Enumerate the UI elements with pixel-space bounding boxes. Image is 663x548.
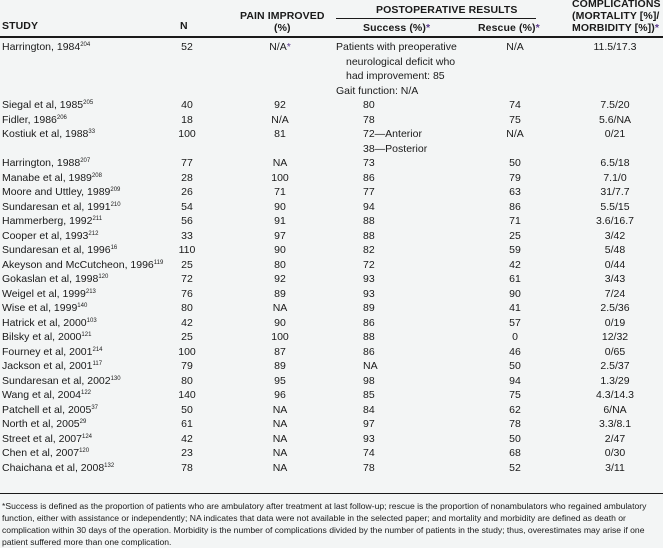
reference-superscript: 210	[110, 201, 121, 208]
header-success-label: Success (%)	[363, 22, 426, 34]
study-cell	[2, 171, 102, 186]
n-cell: 56	[181, 215, 193, 227]
study-name: Bilsky et al, 2000	[2, 331, 82, 343]
study-cell	[2, 359, 102, 374]
pain-value: 89	[274, 287, 286, 300]
header-success	[363, 22, 430, 34]
study-cell	[2, 127, 95, 142]
success-cell: 93	[363, 287, 375, 300]
rescue-cell: 74	[509, 99, 521, 111]
pain-cell	[250, 345, 310, 360]
study-name: Chaichana et al, 2008	[2, 461, 105, 474]
complications-cell: 0/19	[604, 316, 626, 329]
success-cell	[363, 127, 427, 156]
success-cell: 73	[363, 157, 375, 169]
pain-value: 100	[271, 171, 289, 184]
reference-superscript: 211	[92, 216, 103, 222]
pain-value: 90	[274, 244, 286, 256]
pain-value: NA	[272, 447, 288, 459]
pain-cell	[250, 403, 310, 418]
pain-asterisk: *	[286, 41, 291, 53]
success-cell: 82	[363, 244, 375, 256]
n-cell: 52	[181, 41, 193, 53]
pain-cell	[250, 40, 310, 55]
complications-cell: 7.5/20	[600, 99, 630, 111]
success-line: 38—Posterior	[363, 142, 428, 155]
rescue-cell: 57	[509, 316, 521, 329]
rescue-cell: 71	[509, 215, 521, 227]
rescue-cell: 75	[509, 113, 521, 126]
pain-cell	[250, 214, 310, 229]
header-rescue-label: Rescue (%)	[478, 22, 536, 34]
success-cell: 86	[363, 171, 375, 184]
complications-cell: 31/7.7	[600, 186, 630, 198]
study-name: Street et al, 2007	[2, 432, 82, 445]
reference-superscript: 208	[91, 172, 102, 179]
study-name: North et al, 2005	[2, 418, 80, 430]
study-cell	[2, 156, 90, 171]
complications-cell: 5/48	[604, 244, 626, 256]
pain-cell	[250, 287, 310, 302]
study-cell	[2, 113, 67, 128]
pain-cell	[250, 359, 310, 374]
header-comp-line3	[572, 22, 659, 34]
rescue-cell: 0	[512, 331, 518, 343]
header-postop: POSTOPERATIVE RESULTS	[376, 4, 518, 16]
n-cell: 28	[181, 171, 193, 184]
header-n: N	[180, 20, 188, 32]
pain-value: 96	[274, 389, 286, 401]
success-cell: 98	[363, 374, 375, 387]
study-name: Hatrick et al, 2000	[2, 316, 87, 329]
header-comp-line1: COMPLICATIONS	[572, 0, 661, 10]
n-cell: 25	[181, 258, 193, 271]
rescue-cell: 86	[509, 200, 521, 213]
pain-cell	[250, 113, 310, 128]
reference-superscript: 205	[83, 100, 94, 106]
study-cell	[2, 200, 121, 215]
study-name: Akeyson and McCutcheon, 1996	[2, 258, 154, 271]
reference-superscript: 124	[81, 433, 92, 440]
rescue-cell: 50	[509, 360, 521, 372]
pain-cell	[250, 417, 310, 432]
study-name: Jackson et al, 2001	[2, 360, 93, 372]
n-cell: 61	[181, 418, 193, 430]
success-cell: 86	[363, 345, 375, 358]
n-cell: 33	[181, 229, 193, 242]
footnote: *Success is defined as the proportion of patients who are ambulatory after treatment at last follow-up; rescue is the proportion of nonambulators who regained ambulatory function, either with assistance or independently; NA indicates that data were not available in the selected paper; and mortality and morbidity are defined as death or complication within 30 days of the operation. Morbidity is the number of complications divided by the number of patients in the study; thus, overestimates may arise if one patient suffered more than one complication.	[2, 501, 647, 547]
complications-cell: 12/32	[601, 331, 629, 343]
pain-cell	[250, 316, 310, 331]
pain-value: NA	[272, 461, 288, 474]
n-cell: 72	[181, 273, 193, 285]
complications-cell: 1.3/29	[600, 374, 630, 387]
pain-cell	[250, 156, 310, 171]
study-cell	[2, 432, 92, 447]
study-name: Hammerberg, 1992	[2, 215, 93, 227]
complications-cell: 6/NA	[603, 403, 627, 416]
success-cell: NA	[363, 360, 378, 372]
rescue-cell: 90	[509, 287, 521, 300]
reference-superscript: 16	[110, 245, 118, 251]
study-name: Manabe et al, 1989	[2, 171, 92, 184]
header-rescue	[478, 22, 540, 34]
complications-cell: 0/30	[604, 447, 626, 459]
success-cell: 88	[363, 215, 375, 227]
pain-cell	[250, 229, 310, 244]
study-cell	[2, 417, 86, 432]
pain-cell	[250, 388, 310, 403]
complications-cell: 0/65	[604, 345, 626, 358]
study-name: Fourney et al, 2001	[2, 345, 93, 358]
complications-cell: 11.5/17.3	[593, 41, 637, 53]
complications-cell: 0/21	[604, 128, 626, 140]
reference-superscript: 130	[110, 375, 121, 382]
rescue-cell: 59	[509, 244, 521, 256]
reference-superscript: 214	[92, 346, 103, 353]
pain-value: 89	[274, 360, 286, 372]
study-cell	[2, 258, 163, 273]
pain-value: N/A	[269, 41, 287, 53]
pain-value: NA	[272, 418, 288, 430]
n-cell: 77	[181, 157, 193, 169]
pain-value: 90	[274, 200, 286, 213]
reference-superscript: 122	[81, 390, 92, 396]
pain-cell	[250, 272, 310, 287]
rescue-cell: 63	[509, 186, 521, 198]
rescue-cell: 46	[509, 345, 521, 358]
complications-cell: 2.5/36	[600, 302, 630, 314]
study-cell	[2, 388, 91, 403]
reference-superscript: 33	[88, 129, 96, 135]
complications-cell: 3.3/8.1	[598, 418, 632, 430]
study-name: Cooper et al, 1993	[2, 229, 89, 242]
header-comp-line3-label: MORBIDITY [%])	[572, 22, 655, 34]
rescue-cell: N/A	[506, 128, 524, 140]
success-cell: 94	[363, 200, 375, 213]
success-cell: 77	[363, 186, 375, 198]
rescue-cell: 94	[509, 374, 521, 387]
pain-value: 91	[274, 215, 286, 227]
postop-subrule	[336, 18, 536, 19]
study-cell	[2, 272, 108, 287]
study-cell	[2, 214, 102, 229]
rescue-cell: 52	[509, 461, 521, 474]
pain-cell	[250, 98, 310, 113]
pain-cell	[250, 258, 310, 273]
success-cell: 84	[363, 403, 375, 416]
n-cell: 100	[178, 345, 196, 358]
pain-value: 81	[274, 128, 286, 140]
rescue-cell: 68	[509, 447, 521, 459]
pain-cell	[250, 446, 310, 461]
study-cell	[2, 243, 117, 258]
study-cell	[2, 374, 121, 389]
success-cell: 93	[363, 273, 375, 285]
reference-superscript: 103	[86, 317, 97, 324]
table-bottom-rule	[0, 493, 663, 494]
study-cell	[2, 287, 96, 302]
n-cell: 140	[178, 389, 196, 401]
study-cell	[2, 98, 93, 113]
rescue-cell: 41	[509, 302, 521, 314]
complications-cell: 2/47	[604, 432, 626, 445]
rescue-cell: 42	[509, 258, 521, 271]
reference-superscript: 212	[88, 230, 99, 237]
complications-cell: 7/24	[604, 287, 626, 300]
rescue-cell: 79	[509, 171, 521, 184]
rescue-cell: 50	[509, 432, 521, 445]
study-cell	[2, 330, 91, 345]
study-cell	[2, 185, 120, 200]
study-name: Wise et al, 1999	[2, 302, 78, 314]
pain-value: 95	[274, 374, 286, 387]
success-line: had improvement: 85	[346, 70, 445, 82]
pain-value: 92	[274, 273, 286, 285]
n-cell: 23	[181, 447, 193, 459]
success-cell: 89	[363, 302, 375, 314]
reference-superscript: 204	[80, 42, 91, 48]
pain-value: 100	[271, 331, 289, 343]
study-name: Sundaresan et al, 1996	[2, 244, 111, 256]
pain-value: 87	[274, 345, 286, 358]
pain-value: 97	[274, 229, 286, 242]
complications-cell: 5.5/15	[600, 200, 630, 213]
complications-cell: 5.6/NA	[598, 113, 632, 126]
study-cell	[2, 403, 98, 418]
pain-cell	[250, 301, 310, 316]
study-name: Kostiuk et al, 1988	[2, 128, 89, 140]
success-cell: 80	[363, 99, 375, 111]
pain-cell	[250, 200, 310, 215]
study-cell	[2, 316, 97, 331]
success-cell	[336, 40, 457, 98]
pain-value: 71	[274, 186, 286, 198]
complications-cell: 3/11	[605, 461, 625, 474]
success-cell: 93	[363, 432, 375, 445]
study-name: Fidler, 1986	[2, 113, 57, 126]
header-study: STUDY	[2, 20, 39, 32]
n-cell: 40	[181, 99, 193, 111]
study-cell	[2, 461, 114, 476]
n-cell: 80	[181, 374, 193, 387]
pain-cell	[250, 432, 310, 447]
success-cell: 97	[363, 418, 375, 430]
header-comp-line2: (MORTALITY [%]/	[572, 10, 660, 22]
pain-cell	[250, 374, 310, 389]
success-cell: 78	[363, 113, 375, 126]
complications-cell: 3/42	[604, 229, 626, 242]
reference-superscript: 121	[81, 332, 92, 338]
header-rule	[0, 36, 663, 38]
pain-cell	[250, 185, 310, 200]
n-cell: 80	[181, 302, 193, 314]
pain-cell	[250, 127, 310, 142]
pain-value: N/A	[271, 113, 289, 126]
pain-value: 92	[274, 99, 286, 111]
n-cell: 25	[181, 331, 193, 343]
reference-superscript: 207	[80, 158, 91, 164]
complications-cell: 6.5/18	[600, 157, 630, 169]
rescue-cell: N/A	[506, 41, 524, 53]
n-cell: 42	[181, 432, 193, 445]
pain-value: NA	[272, 302, 288, 314]
success-line: 72—Anterior	[363, 128, 422, 140]
success-line: Gait function: N/A	[336, 84, 419, 97]
n-cell: 100	[178, 128, 196, 140]
study-cell	[2, 301, 87, 316]
n-cell: 50	[181, 403, 193, 416]
n-cell: 42	[181, 316, 193, 329]
rescue-cell: 25	[509, 229, 521, 242]
study-name: Gokaslan et al, 1998	[2, 273, 99, 285]
reference-superscript: 120	[98, 274, 109, 280]
reference-superscript: 29	[79, 419, 87, 425]
n-cell: 79	[181, 360, 193, 372]
complications-cell: 2.5/37	[600, 360, 630, 372]
n-cell: 54	[181, 200, 193, 213]
complications-cell: 0/44	[604, 258, 626, 271]
pain-value: NA	[272, 403, 288, 416]
success-cell: 86	[363, 316, 375, 329]
study-name: Sundaresan et al, 2002	[2, 374, 111, 387]
reference-superscript: 120	[79, 448, 90, 454]
success-cell: 88	[363, 331, 375, 343]
rescue-cell: 62	[509, 403, 521, 416]
success-cell: 78	[363, 461, 375, 474]
pain-value: NA	[272, 432, 288, 445]
reference-superscript: 213	[85, 288, 96, 295]
reference-superscript: 119	[153, 259, 164, 266]
pain-value: NA	[272, 157, 288, 169]
n-cell: 110	[178, 244, 196, 256]
complications-cell: 3.6/16.7	[596, 215, 634, 227]
header-comp-asterisk: *	[654, 22, 660, 34]
study-name: Sundaresan et al, 1991	[2, 200, 111, 213]
header-pain-line2: (%)	[274, 22, 291, 34]
study-name: Siegal et al, 1985	[2, 99, 84, 111]
study-name: Wang et al, 2004	[2, 389, 81, 401]
success-cell: 85	[363, 389, 375, 401]
pain-cell	[250, 461, 310, 476]
study-name: Harrington, 1984	[2, 41, 81, 53]
success-cell: 74	[363, 447, 375, 459]
n-cell: 18	[181, 113, 193, 126]
study-cell	[2, 229, 98, 244]
complications-cell: 4.3/14.3	[596, 389, 634, 401]
complications-cell: 3/43	[604, 273, 626, 285]
complications-cell: 7.1/0	[603, 171, 627, 184]
success-cell: 88	[363, 229, 375, 242]
success-cell: 72	[363, 258, 375, 271]
header-rescue-asterisk: *	[535, 22, 540, 34]
pain-value: 90	[274, 316, 286, 329]
rescue-cell: 78	[509, 418, 521, 430]
header-pain-line1: PAIN IMPROVED	[240, 10, 325, 22]
study-name: Weigel et al, 1999	[2, 287, 86, 300]
rescue-cell: 61	[509, 273, 521, 285]
reference-superscript: 140	[77, 303, 88, 309]
reference-superscript: 117	[92, 361, 103, 367]
rescue-cell: 75	[509, 389, 521, 401]
study-cell	[2, 345, 103, 360]
reference-superscript: 132	[104, 462, 115, 469]
rescue-cell: 50	[509, 157, 521, 169]
success-line: neurological deficit who	[346, 55, 456, 68]
pain-cell	[250, 171, 310, 186]
n-cell: 26	[181, 186, 193, 198]
pain-value: 80	[274, 258, 286, 271]
reference-superscript: 206	[56, 114, 67, 121]
n-cell: 76	[181, 287, 193, 300]
pain-cell	[250, 243, 310, 258]
study-name: Chen et al, 2007	[2, 447, 80, 459]
reference-superscript: 37	[91, 404, 98, 411]
study-name: Patchell et al, 2005	[2, 403, 92, 416]
n-cell: 78	[181, 461, 193, 474]
study-cell	[2, 40, 90, 55]
study-name: Moore and Uttley, 1989	[2, 186, 111, 198]
study-name: Harrington, 1988	[2, 157, 81, 169]
reference-superscript: 209	[110, 187, 121, 193]
header-success-asterisk: *	[425, 22, 431, 34]
pain-cell	[250, 330, 310, 345]
success-line: Patients with preoperative	[336, 41, 457, 53]
study-cell	[2, 446, 89, 461]
